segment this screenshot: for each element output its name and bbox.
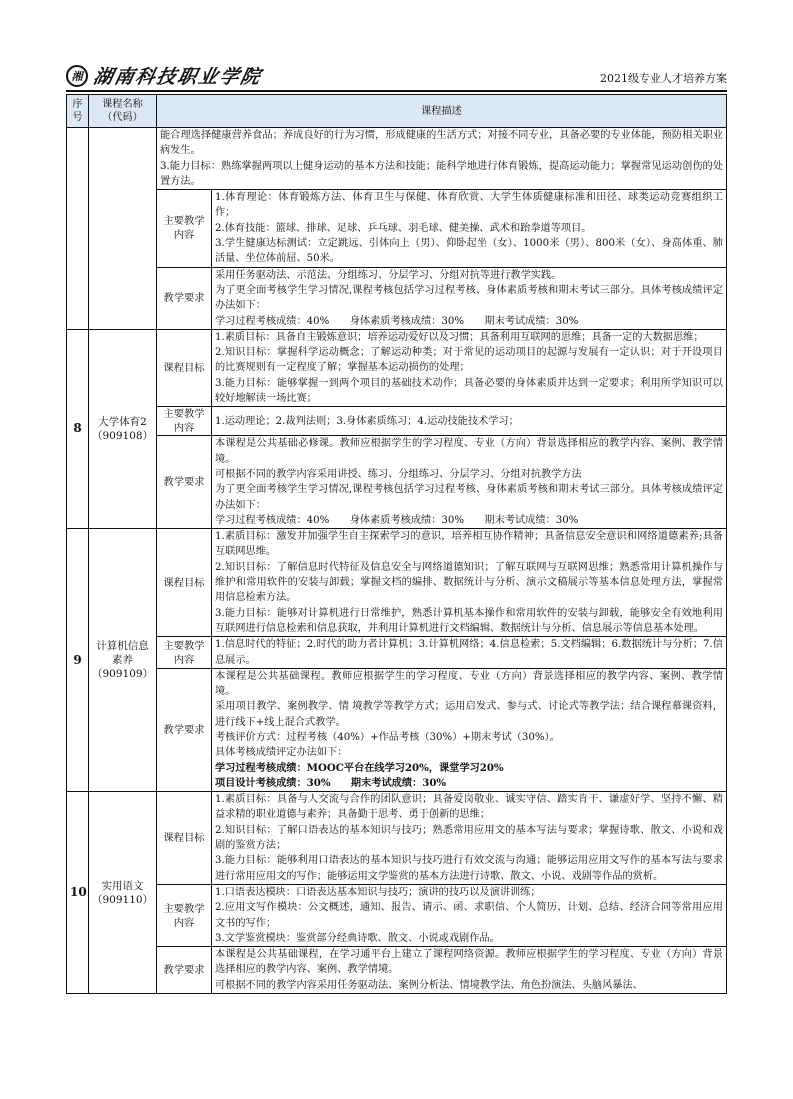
desc-line: 1.口语表达模块：口语表达基本知识与技巧；演讲的技巧以及演讲训练； xyxy=(215,886,541,898)
desc-line: 1.素质目标：具备自主锻炼意识；培养运动爱好以及习惯；具备利用互联网的思维；具备一定的大数据思维； xyxy=(215,331,704,343)
sub-label: 主要教学内容 xyxy=(157,407,212,436)
desc-line: 1.运动理论；2.裁判法则；3.身体素质练习；4.运动技能技术学习； xyxy=(215,415,519,427)
desc-line: 本课程是公共基础必修课。教师应根据学生的学习程度、专业（方向）背景选择相应的教学内容、案例、教学情境。 xyxy=(215,438,723,465)
requirement-cell xyxy=(212,947,727,994)
desc-line: 3.学生健康达标测试：立定跳远、引体向上（男）、仰卧起坐（女）、1000米（男）、800米（女）、身高体重、肺活量、坐位体前屈、50米。 xyxy=(215,238,723,265)
course-name-cell-empty xyxy=(89,128,157,330)
course-name: 实用语文（909110） xyxy=(89,792,157,994)
goal-cell xyxy=(212,792,727,885)
requirement-cell xyxy=(212,267,727,329)
desc-line: 学习过程考核成绩：MOOC平台在线学习20%，课堂学习20% xyxy=(215,761,504,774)
table-row xyxy=(67,128,727,190)
desc-line: 2.知识目标：了解口语表达的基本知识与技巧；熟悉常用应用文的基本写法与要求；掌握诗歌、散文、小说和戏剧的鉴赏方法； xyxy=(215,824,723,852)
main-content-cell xyxy=(212,407,727,436)
desc-line: 具体考核成绩评定办法如下： xyxy=(215,747,348,759)
school-logo xyxy=(66,62,265,89)
desc-line: 学习过程考核成绩：40% 身体素质考核成绩：30% 期末考试成绩：30% xyxy=(215,315,579,327)
page-header xyxy=(66,62,727,88)
sub-label: 课程目标 xyxy=(157,329,212,406)
school-emblem-icon: 湘 xyxy=(66,65,88,87)
desc-line: 3.能力目标：能够利用口语表达的基本知识与技巧进行有效交流与沟通；能够运用应用文写作的基本写法与要求进行常用应用文的写作；能够运用文学鉴赏的基本方法进行诗歌、散文、小说、戏剧等作品的赏析。 xyxy=(215,855,723,882)
goal-cell xyxy=(212,329,727,406)
sub-label: 教学要求 xyxy=(157,947,212,994)
desc-line: 3.能力目标：熟练掌握两项以上健身运动的基本方法和技能；能科学地进行体育锻炼，提高运动能力；掌握常见运动创伤的处置方法。 xyxy=(160,160,723,187)
desc-line: 2.应用文写作模块：公文概述，通知、报告、请示、函、求职信、个人简历、计划、总结、经济合同等常用应用文书的写作； xyxy=(215,902,723,929)
table-row xyxy=(67,267,727,329)
desc-line: 为了更全面考核学生学习情况,课程考核包括学习过程考核、身体素质考核和期末考试三部分。具体考核成绩评定办法如下： xyxy=(215,284,723,312)
desc-line: 2.体育技能：篮球、排球、足球、乒乓球、羽毛球、健美操、武术和跆拳道等项目。 xyxy=(215,222,592,234)
table-row xyxy=(67,529,727,637)
table-row xyxy=(67,668,727,791)
table-row xyxy=(67,190,727,267)
desc-line: 为了更全面考核学生学习情况,课程考核包括学习过程考核、身体素质考核和期末考试三部分。具体考核成绩评定办法如下： xyxy=(215,484,723,511)
table-row xyxy=(67,884,727,946)
desc-line: 1.体育理论：体育锻炼方法、体育卫生与保健、体育欣赏、大学生体质健康标准和田径、球类运动竞赛组织工作； xyxy=(215,192,723,219)
sub-label: 教学要求 xyxy=(157,436,212,529)
sub-label: 课程目标 xyxy=(157,792,212,885)
goal-cell xyxy=(212,529,727,637)
desc-line: 项目设计考核成绩：30% 期末考试成绩：30% xyxy=(215,776,447,789)
desc-line: 1.素质目标：具备与人交流与合作的团队意识；具备爱岗敬业、诚实守信、踏实肯干、谦虚好学、坚持不懈、精益求精的职业道德与素养；具备勤于思考、勇于创新的思维； xyxy=(215,794,723,821)
desc-line: 本课程是公共基础课程，在学习通平台上建立了课程网络资源。教师应根据学生的学习程度、专业（方向）背景选择相应的教学内容、案例、教学情境。 xyxy=(215,949,723,976)
table-row xyxy=(67,947,727,994)
desc-line: 1.信息时代的特征；2.时代的助力者计算机；3.计算机网络；4.信息检索；5.文档编辑；6.数据统计与分析；7.信息展示。 xyxy=(215,639,723,666)
goal-continuation xyxy=(157,128,727,190)
desc-line: 采用任务驱动法、示范法、分组练习、分层学习、分组对抗等进行教学实践。 xyxy=(215,269,562,281)
main-content-cell xyxy=(212,190,727,267)
desc-line: 学习过程考核成绩：40% 身体素质考核成绩：30% 期末考试成绩：30% xyxy=(215,514,579,526)
desc-line: 3.文学鉴赏模块：鉴赏部分经典诗歌、散文、小说或戏剧作品。 xyxy=(215,932,500,944)
table-row xyxy=(67,329,727,406)
document-title: 2021级专业人才培养方案 xyxy=(600,72,727,85)
serial-cell-empty xyxy=(67,128,89,330)
sub-label: 课程目标 xyxy=(157,529,212,637)
header-course-description: 课程描述 xyxy=(157,95,727,128)
main-content-cell xyxy=(212,884,727,946)
serial-number: 10 xyxy=(67,792,89,994)
desc-line: 3.能力目标：能够对计算机进行日常维护，熟悉计算机基本操作和常用软件的安装与卸载，能够安全有效地利用互联网进行信息检索和信息获取，并利用计算机进行文档编辑、数据统计与分析、信息展示等信息基本处理。 xyxy=(215,607,723,634)
serial-number: 9 xyxy=(67,529,89,792)
table-row xyxy=(67,792,727,885)
sub-label: 主要教学内容 xyxy=(157,884,212,946)
desc-line: 2.知识目标：了解信息时代特征及信息安全与网络道德知识；了解互联网与互联网思维；熟悉常用计算机操作与维护和常用软件的安装与卸载；掌握文档的编排、数据统计与分析、演示文稿展示等基本信息处理方法，掌握常用信息检索方法。 xyxy=(215,561,723,604)
desc-line: 采用项目教学、案例教学、情 境教学等教学方式；运用启发式、参与式、讨论式等教学法；结合课程慕课资料，进行线下+线上混合式教学。 xyxy=(215,701,723,728)
school-name-calligraphy: 湖南科技职业学院 xyxy=(91,66,265,88)
sub-label: 主要教学内容 xyxy=(157,637,212,669)
table-row xyxy=(67,407,727,436)
desc-line: 本课程是公共基础课程。教师应根据学生的学习程度、专业（方向）背景选择相应的教学内容、案例、教学情境。 xyxy=(215,670,723,698)
table-header-row xyxy=(67,95,727,128)
header-serial: 序号 xyxy=(67,95,89,128)
serial-number: 8 xyxy=(67,329,89,528)
desc-line: 可根据不同的教学内容采用讲授、练习、分组练习、分层学习、分组对抗教学方法 xyxy=(215,468,582,480)
sub-label: 教学要求 xyxy=(157,668,212,791)
table-row xyxy=(67,637,727,669)
main-content-cell xyxy=(212,637,727,669)
desc-line: 1.素质目标：激发并加强学生自主探索学习的意识，培养相互协作精神；具备信息安全意识和网络道德素养;具备互联网思维。 xyxy=(215,531,723,558)
desc-line: 2.知识目标：掌握科学运动概念；了解运动种类；对于常见的运动项目的起源与发展有一定认识；对于开设项目的比赛规则有一定程度了解；掌握基本运动损伤的处理； xyxy=(215,347,723,374)
table-row xyxy=(67,436,727,529)
requirement-cell xyxy=(212,436,727,529)
header-divider xyxy=(66,90,727,92)
desc-line: 考核评价方式：过程考核（40%）+作品考核（30%）+期末考试（30%）。 xyxy=(215,731,560,743)
desc-line: 3.能力目标：能够掌握一到两个项目的基础技术动作；具备必要的身体素质并达到一定要求；利用所学知识可以较好地解读一场比赛； xyxy=(215,377,723,405)
header-course-name: 课程名称（代码） xyxy=(89,95,157,128)
course-table xyxy=(66,94,727,994)
course-name: 计算机信息素养（909109） xyxy=(89,529,157,792)
desc-line: 能合理选择健康营养食品；养成良好的行为习惯，形成健康的生活方式；对接不同专业，具备必要的专业体能，预防相关职业病发生。 xyxy=(160,130,723,157)
desc-line: 可根据不同的教学内容采用任务驱动法、案例分析法、情境教学法、角色扮演法、头脑风暴法、 xyxy=(215,979,643,991)
course-name: 大学体育2（909108） xyxy=(89,329,157,528)
sub-label: 主要教学内容 xyxy=(157,190,212,267)
sub-label: 教学要求 xyxy=(157,267,212,329)
requirement-cell xyxy=(212,668,727,791)
